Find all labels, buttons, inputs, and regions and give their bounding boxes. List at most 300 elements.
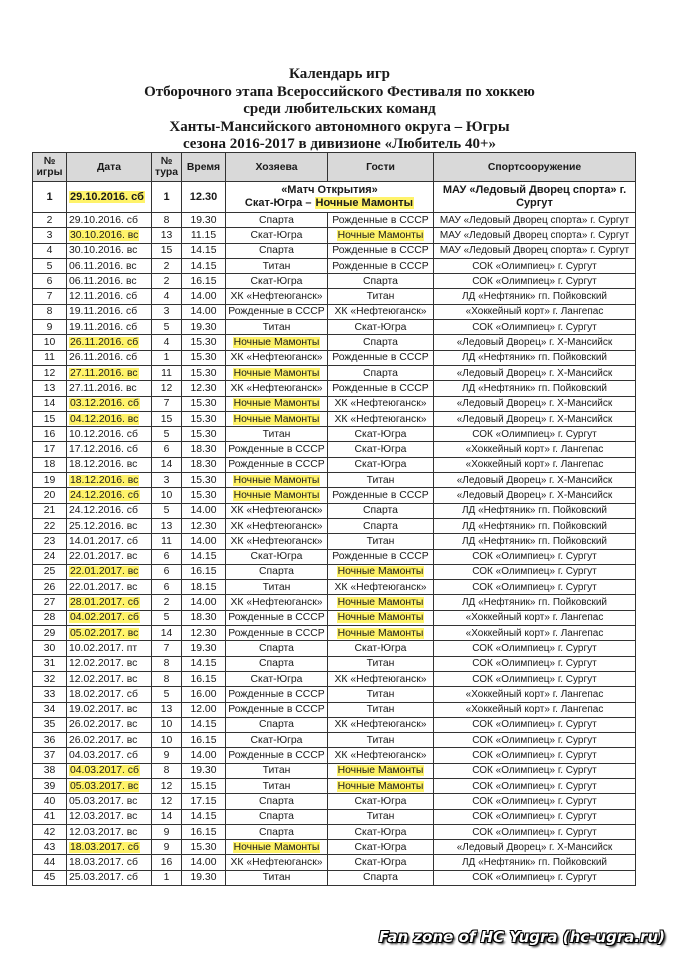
date-highlight: 04.03.2017. сб bbox=[70, 765, 139, 777]
date-highlight: 05.02.2017. вс bbox=[70, 627, 139, 639]
cell-date: 26.11.2016. сб bbox=[67, 350, 152, 365]
cell-arena: «Хоккейный корт» г. Лангепас bbox=[434, 442, 636, 457]
cell-tour: 10 bbox=[152, 488, 182, 503]
team-highlight: Ночные Мамонты bbox=[233, 398, 320, 410]
cell-arena: «Хоккейный корт» г. Лангепас bbox=[434, 626, 636, 641]
cell-arena: ЛД «Нефтяник» гп. Пойковский bbox=[434, 855, 636, 870]
cell-game-number: 21 bbox=[33, 503, 67, 518]
cell-home: Титан bbox=[226, 778, 328, 793]
cell-home: Рожденные в СССР bbox=[226, 610, 328, 625]
cell-guest: Рожденные в СССР bbox=[328, 350, 434, 365]
cell-home bbox=[226, 335, 328, 350]
cell-tour: 10 bbox=[152, 717, 182, 732]
cell-guest: Рожденные в СССР bbox=[328, 243, 434, 258]
table-row bbox=[33, 595, 636, 610]
date-highlight: 26.11.2016. сб bbox=[70, 337, 139, 349]
cell-game-number: 15 bbox=[33, 411, 67, 426]
date-highlight: 18.03.2017. сб bbox=[70, 841, 139, 853]
cell-arena: СОК «Олимпиец» г. Сургут bbox=[434, 427, 636, 442]
cell-guest: Титан bbox=[328, 656, 434, 671]
cell-arena: СОК «Олимпиец» г. Сургут bbox=[434, 656, 636, 671]
cell-time: 15.30 bbox=[182, 488, 226, 503]
cell-date: 27.11.2016. вс bbox=[67, 381, 152, 396]
cell-home: Рожденные в СССР bbox=[226, 687, 328, 702]
cell-tour: 10 bbox=[152, 733, 182, 748]
date-highlight: 22.01.2017. вс bbox=[70, 566, 139, 578]
cell-guest: Рожденные в СССР bbox=[328, 549, 434, 564]
cell-arena: СОК «Олимпиец» г. Сургут bbox=[434, 564, 636, 579]
cell-guest: Скат-Югра bbox=[328, 855, 434, 870]
header-game-number: № игры bbox=[33, 153, 67, 182]
cell-home: ХК «Нефтеюганск» bbox=[226, 503, 328, 518]
cell-tour: 15 bbox=[152, 411, 182, 426]
table-row bbox=[33, 442, 636, 457]
cell-game-number: 42 bbox=[33, 824, 67, 839]
guest-team: Ночные Мамонты bbox=[315, 197, 414, 209]
cell-arena: СОК «Олимпиец» г. Сургут bbox=[434, 733, 636, 748]
team-highlight: Ночные Мамонты bbox=[337, 597, 424, 609]
cell-guest bbox=[328, 228, 434, 243]
cell-arena: СОК «Олимпиец» г. Сургут bbox=[434, 824, 636, 839]
cell-guest: Титан bbox=[328, 687, 434, 702]
cell-time: 16.15 bbox=[182, 824, 226, 839]
cell-tour: 14 bbox=[152, 626, 182, 641]
team-highlight: Ночные Мамонты bbox=[337, 229, 424, 241]
cell-home bbox=[226, 396, 328, 411]
table-row bbox=[33, 427, 636, 442]
cell-date: 26.02.2017. вс bbox=[67, 733, 152, 748]
cell-game-number: 37 bbox=[33, 748, 67, 763]
cell-home: ХК «Нефтеюганск» bbox=[226, 518, 328, 533]
cell-tour: 8 bbox=[152, 656, 182, 671]
table-row bbox=[33, 534, 636, 549]
cell-guest bbox=[328, 595, 434, 610]
cell-tour: 14 bbox=[152, 809, 182, 824]
cell-tour: 14 bbox=[152, 457, 182, 472]
table-row bbox=[33, 687, 636, 702]
cell-game-number: 19 bbox=[33, 473, 67, 488]
cell-time: 15.30 bbox=[182, 840, 226, 855]
cell-time: 19.30 bbox=[182, 870, 226, 885]
team-highlight: Ночные Мамонты bbox=[233, 337, 320, 349]
cell-time: 14.15 bbox=[182, 809, 226, 824]
cell-home: Титан bbox=[226, 580, 328, 595]
cell-date: 12.02.2017. вс bbox=[67, 671, 152, 686]
table-row bbox=[33, 748, 636, 763]
opening-match-label: «Матч Открытия» bbox=[281, 184, 378, 196]
table-row bbox=[33, 258, 636, 273]
cell-game-number: 36 bbox=[33, 733, 67, 748]
date-highlight: 28.01.2017. сб bbox=[70, 597, 139, 609]
cell-date: 12.03.2017. вс bbox=[67, 824, 152, 839]
cell-home: ХК «Нефтеюганск» bbox=[226, 855, 328, 870]
cell-time: 14.00 bbox=[182, 748, 226, 763]
cell-time: 18.30 bbox=[182, 442, 226, 457]
cell-date: 24.12.2016. сб bbox=[67, 503, 152, 518]
cell-date: 05.03.2017. вс bbox=[67, 794, 152, 809]
cell-date bbox=[67, 626, 152, 641]
cell-tour: 1 bbox=[152, 182, 182, 213]
cell-date: 19.11.2016. сб bbox=[67, 320, 152, 335]
table-row bbox=[33, 794, 636, 809]
cell-game-number: 33 bbox=[33, 687, 67, 702]
table-row bbox=[33, 641, 636, 656]
cell-arena: СОК «Олимпиец» г. Сургут bbox=[434, 794, 636, 809]
table-row bbox=[33, 289, 636, 304]
cell-date: 22.01.2017. вс bbox=[67, 549, 152, 564]
cell-home: Спарта bbox=[226, 824, 328, 839]
cell-game-number: 4 bbox=[33, 243, 67, 258]
table-row bbox=[33, 243, 636, 258]
cell-guest: ХК «Нефтеюганск» bbox=[328, 304, 434, 319]
cell-tour: 12 bbox=[152, 381, 182, 396]
cell-guest: Рожденные в СССР bbox=[328, 258, 434, 273]
cell-date: 18.02.2017. сб bbox=[67, 687, 152, 702]
team-highlight: Ночные Мамонты bbox=[233, 413, 320, 425]
table-row bbox=[33, 488, 636, 503]
cell-arena: ЛД «Нефтяник» гп. Пойковский bbox=[434, 289, 636, 304]
cell-game-number: 25 bbox=[33, 564, 67, 579]
table-row bbox=[33, 870, 636, 885]
cell-time: 19.30 bbox=[182, 320, 226, 335]
cell-time: 16.15 bbox=[182, 274, 226, 289]
cell-time: 14.15 bbox=[182, 549, 226, 564]
cell-home: Скат-Югра bbox=[226, 671, 328, 686]
cell-arena: МАУ «Ледовый Дворец спорта» г. Сургут bbox=[434, 228, 636, 243]
cell-guest: Титан bbox=[328, 289, 434, 304]
table-row bbox=[33, 457, 636, 472]
cell-game-number: 10 bbox=[33, 335, 67, 350]
cell-time: 15.30 bbox=[182, 335, 226, 350]
cell-home bbox=[226, 365, 328, 380]
table-row bbox=[33, 274, 636, 289]
cell-arena: ЛД «Нефтяник» гп. Пойковский bbox=[434, 518, 636, 533]
table-row bbox=[33, 610, 636, 625]
cell-home bbox=[226, 488, 328, 503]
table-row bbox=[33, 656, 636, 671]
cell-date: 25.03.2017. сб bbox=[67, 870, 152, 885]
team-highlight: Ночные Мамонты bbox=[233, 474, 320, 486]
cell-time: 19.30 bbox=[182, 213, 226, 228]
cell-tour: 15 bbox=[152, 243, 182, 258]
cell-home: Спарта bbox=[226, 809, 328, 824]
cell-home: Спарта bbox=[226, 656, 328, 671]
cell-game-number: 8 bbox=[33, 304, 67, 319]
cell-guest: Титан bbox=[328, 473, 434, 488]
cell-home: Скат-Югра bbox=[226, 228, 328, 243]
team-highlight: Ночные Мамонты bbox=[337, 566, 424, 578]
title-line: сезона 2016-2017 в дивизионе «Любитель 40+» bbox=[182, 136, 497, 152]
cell-guest: ХК «Нефтеюганск» bbox=[328, 411, 434, 426]
cell-home: ХК «Нефтеюганск» bbox=[226, 534, 328, 549]
cell-home: Спарта bbox=[226, 564, 328, 579]
cell-date: 29.10.2016. сб bbox=[67, 213, 152, 228]
cell-time: 15.15 bbox=[182, 778, 226, 793]
cell-arena: «Ледовый Дворец» г. Х-Мансийск bbox=[434, 396, 636, 411]
header-arena: Спортсооружение bbox=[434, 153, 636, 182]
cell-time: 15.30 bbox=[182, 350, 226, 365]
date-highlight: 03.12.2016. сб bbox=[70, 398, 139, 410]
cell-game-number: 32 bbox=[33, 671, 67, 686]
table-row bbox=[33, 733, 636, 748]
date-highlight: 30.10.2016. вс bbox=[70, 229, 139, 241]
cell-game-number: 22 bbox=[33, 518, 67, 533]
cell-date bbox=[67, 763, 152, 778]
title-line: среди любительских команд bbox=[243, 101, 436, 117]
cell-date: 26.02.2017. вс bbox=[67, 717, 152, 732]
header-home: Хозяева bbox=[226, 153, 328, 182]
cell-time: 18.30 bbox=[182, 610, 226, 625]
cell-guest: Скат-Югра bbox=[328, 794, 434, 809]
cell-date bbox=[67, 396, 152, 411]
cell-tour: 1 bbox=[152, 350, 182, 365]
cell-arena: СОК «Олимпиец» г. Сургут bbox=[434, 258, 636, 273]
cell-time: 16.00 bbox=[182, 687, 226, 702]
cell-date: 06.11.2016. вс bbox=[67, 258, 152, 273]
cell-game-number: 45 bbox=[33, 870, 67, 885]
cell-time: 11.15 bbox=[182, 228, 226, 243]
cell-home bbox=[226, 840, 328, 855]
cell-arena: «Ледовый Дворец» г. Х-Мансийск bbox=[434, 488, 636, 503]
date-highlight: 18.12.2016. вс bbox=[70, 474, 139, 486]
cell-arena: СОК «Олимпиец» г. Сургут bbox=[434, 549, 636, 564]
table-row bbox=[33, 580, 636, 595]
team-highlight: Ночные Мамонты bbox=[337, 612, 424, 624]
cell-time: 14.15 bbox=[182, 258, 226, 273]
cell-guest: Скат-Югра bbox=[328, 824, 434, 839]
cell-game-number: 27 bbox=[33, 595, 67, 610]
team-highlight: Ночные Мамонты bbox=[233, 367, 320, 379]
table-row bbox=[33, 228, 636, 243]
cell-time: 14.15 bbox=[182, 717, 226, 732]
table-row bbox=[33, 365, 636, 380]
cell-time: 14.00 bbox=[182, 289, 226, 304]
cell-time: 16.15 bbox=[182, 564, 226, 579]
cell-guest: Рожденные в СССР bbox=[328, 488, 434, 503]
table-row bbox=[33, 396, 636, 411]
cell-date bbox=[67, 595, 152, 610]
cell-arena: СОК «Олимпиец» г. Сургут bbox=[434, 870, 636, 885]
cell-arena: «Хоккейный корт» г. Лангепас bbox=[434, 304, 636, 319]
cell-guest: Спарта bbox=[328, 365, 434, 380]
date-highlight: 04.02.2017. сб bbox=[70, 612, 139, 624]
cell-date: 30.10.2016. вс bbox=[67, 243, 152, 258]
cell-tour: 2 bbox=[152, 595, 182, 610]
cell-guest bbox=[328, 763, 434, 778]
cell-tour: 3 bbox=[152, 304, 182, 319]
cell-arena: СОК «Олимпиец» г. Сургут bbox=[434, 748, 636, 763]
cell-arena: СОК «Олимпиец» г. Сургут bbox=[434, 671, 636, 686]
cell-time: 15.30 bbox=[182, 411, 226, 426]
cell-date bbox=[67, 365, 152, 380]
table-row bbox=[33, 717, 636, 732]
cell-home: Титан bbox=[226, 763, 328, 778]
cell-date bbox=[67, 778, 152, 793]
cell-game-number: 24 bbox=[33, 549, 67, 564]
cell-tour: 16 bbox=[152, 855, 182, 870]
cell-date bbox=[67, 182, 152, 213]
cell-time: 18.30 bbox=[182, 457, 226, 472]
cell-game-number: 3 bbox=[33, 228, 67, 243]
cell-home: Рожденные в СССР bbox=[226, 304, 328, 319]
cell-time: 16.15 bbox=[182, 733, 226, 748]
cell-time: 14.00 bbox=[182, 304, 226, 319]
table-row bbox=[33, 518, 636, 533]
cell-game-number: 2 bbox=[33, 213, 67, 228]
cell-home: ХК «Нефтеюганск» bbox=[226, 595, 328, 610]
cell-game-number: 5 bbox=[33, 258, 67, 273]
cell-time: 12.30 bbox=[182, 626, 226, 641]
table-row bbox=[33, 778, 636, 793]
cell-game-number: 20 bbox=[33, 488, 67, 503]
team-highlight: Ночные Мамонты bbox=[337, 765, 424, 777]
header-date: Дата bbox=[67, 153, 152, 182]
cell-game-number: 12 bbox=[33, 365, 67, 380]
cell-tour: 8 bbox=[152, 763, 182, 778]
cell-arena: МАУ «Ледовый Дворец спорта» г. Сургут bbox=[434, 182, 636, 213]
cell-date: 12.11.2016. сб bbox=[67, 289, 152, 304]
table-row bbox=[33, 549, 636, 564]
cell-home: Рожденные в СССР bbox=[226, 748, 328, 763]
cell-game-number: 40 bbox=[33, 794, 67, 809]
cell-date: 14.01.2017. сб bbox=[67, 534, 152, 549]
cell-game-number: 23 bbox=[33, 534, 67, 549]
cell-tour: 5 bbox=[152, 320, 182, 335]
teams-separator: – bbox=[302, 197, 315, 209]
cell-arena: СОК «Олимпиец» г. Сургут bbox=[434, 809, 636, 824]
cell-arena: ЛД «Нефтяник» гп. Пойковский bbox=[434, 595, 636, 610]
cell-time: 19.30 bbox=[182, 641, 226, 656]
cell-guest: ХК «Нефтеюганск» bbox=[328, 580, 434, 595]
cell-date: 06.11.2016. вс bbox=[67, 274, 152, 289]
cell-time: 12.30 bbox=[182, 518, 226, 533]
cell-game-number: 26 bbox=[33, 580, 67, 595]
cell-date: 17.12.2016. сб bbox=[67, 442, 152, 457]
cell-arena: ЛД «Нефтяник» гп. Пойковский bbox=[434, 350, 636, 365]
cell-date: 22.01.2017. вс bbox=[67, 580, 152, 595]
cell-time: 14.00 bbox=[182, 855, 226, 870]
cell-game-number: 18 bbox=[33, 457, 67, 472]
table-row bbox=[33, 840, 636, 855]
cell-guest: ХК «Нефтеюганск» bbox=[328, 671, 434, 686]
cell-guest: Скат-Югра bbox=[328, 427, 434, 442]
cell-arena: СОК «Олимпиец» г. Сургут bbox=[434, 580, 636, 595]
table-row bbox=[33, 702, 636, 717]
date-highlight: 04.12.2016. вс bbox=[70, 413, 139, 425]
cell-game-number: 39 bbox=[33, 778, 67, 793]
cell-home: Спарта bbox=[226, 213, 328, 228]
cell-time: 17.15 bbox=[182, 794, 226, 809]
cell-game-number: 35 bbox=[33, 717, 67, 732]
cell-home: Спарта bbox=[226, 717, 328, 732]
cell-game-number: 6 bbox=[33, 274, 67, 289]
cell-guest bbox=[328, 610, 434, 625]
cell-date: 18.12.2016. вс bbox=[67, 457, 152, 472]
cell-arena: СОК «Олимпиец» г. Сургут bbox=[434, 274, 636, 289]
cell-time: 14.00 bbox=[182, 503, 226, 518]
cell-game-number: 28 bbox=[33, 610, 67, 625]
cell-date: 18.03.2017. сб bbox=[67, 855, 152, 870]
cell-home: Спарта bbox=[226, 243, 328, 258]
cell-date bbox=[67, 564, 152, 579]
table-row bbox=[33, 855, 636, 870]
cell-tour: 2 bbox=[152, 274, 182, 289]
cell-date: 12.02.2017. вс bbox=[67, 656, 152, 671]
cell-date bbox=[67, 228, 152, 243]
cell-arena: МАУ «Ледовый Дворец спорта» г. Сургут bbox=[434, 213, 636, 228]
cell-arena: «Ледовый Дворец» г. Х-Мансийск bbox=[434, 365, 636, 380]
cell-date bbox=[67, 488, 152, 503]
cell-home: Рожденные в СССР bbox=[226, 702, 328, 717]
cell-time: 16.15 bbox=[182, 671, 226, 686]
table-row bbox=[33, 213, 636, 228]
cell-guest: Спарта bbox=[328, 335, 434, 350]
table-row bbox=[33, 304, 636, 319]
cell-home bbox=[226, 411, 328, 426]
cell-time: 15.30 bbox=[182, 473, 226, 488]
table-row bbox=[33, 335, 636, 350]
cell-arena: СОК «Олимпиец» г. Сургут bbox=[434, 717, 636, 732]
team-highlight: Ночные Мамонты bbox=[233, 489, 320, 501]
cell-arena: ЛД «Нефтяник» гп. Пойковский bbox=[434, 534, 636, 549]
cell-guest: Рожденные в СССР bbox=[328, 381, 434, 396]
cell-time: 15.30 bbox=[182, 427, 226, 442]
cell-game-number: 9 bbox=[33, 320, 67, 335]
cell-guest: Спарта bbox=[328, 274, 434, 289]
cell-guest bbox=[328, 564, 434, 579]
cell-arena: МАУ «Ледовый Дворец спорта» г. Сургут bbox=[434, 243, 636, 258]
cell-date: 10.12.2016. сб bbox=[67, 427, 152, 442]
cell-tour: 3 bbox=[152, 473, 182, 488]
opening-match-teams bbox=[228, 197, 431, 210]
cell-home: Скат-Югра bbox=[226, 733, 328, 748]
cell-guest: Титан bbox=[328, 733, 434, 748]
cell-arena: ЛД «Нефтяник» гп. Пойковский bbox=[434, 503, 636, 518]
cell-home: Скат-Югра bbox=[226, 549, 328, 564]
cell-tour: 6 bbox=[152, 549, 182, 564]
cell-game-number: 30 bbox=[33, 641, 67, 656]
cell-home: Титан bbox=[226, 427, 328, 442]
cell-arena: «Ледовый Дворец» г. Х-Мансийск bbox=[434, 335, 636, 350]
date-highlight: 29.10.2016. сб bbox=[70, 190, 144, 203]
cell-time: 14.15 bbox=[182, 243, 226, 258]
cell-game-number: 34 bbox=[33, 702, 67, 717]
cell-guest: Титан bbox=[328, 809, 434, 824]
cell-home: Спарта bbox=[226, 641, 328, 656]
cell-tour: 4 bbox=[152, 289, 182, 304]
cell-home: ХК «Нефтеюганск» bbox=[226, 289, 328, 304]
cell-time: 12.30 bbox=[182, 182, 226, 213]
cell-guest: Спарта bbox=[328, 870, 434, 885]
cell-guest: Спарта bbox=[328, 503, 434, 518]
cell-game-number: 11 bbox=[33, 350, 67, 365]
cell-date: 19.02.2017. вс bbox=[67, 702, 152, 717]
title-line: Календарь игр bbox=[289, 66, 390, 82]
cell-game-number: 17 bbox=[33, 442, 67, 457]
cell-home: Рожденные в СССР bbox=[226, 626, 328, 641]
cell-date bbox=[67, 840, 152, 855]
cell-date: 19.11.2016. сб bbox=[67, 304, 152, 319]
date-highlight: 24.12.2016. сб bbox=[70, 489, 139, 501]
cell-arena: ЛД «Нефтяник» гп. Пойковский bbox=[434, 381, 636, 396]
cell-arena: «Ледовый Дворец» г. Х-Мансийск bbox=[434, 473, 636, 488]
cell-tour: 11 bbox=[152, 534, 182, 549]
date-highlight: 27.11.2016. вс bbox=[70, 367, 138, 379]
cell-time: 15.30 bbox=[182, 365, 226, 380]
cell-home: Спарта bbox=[226, 794, 328, 809]
cell-arena: «Ледовый Дворец» г. Х-Мансийск bbox=[434, 840, 636, 855]
cell-opening-match bbox=[226, 182, 434, 213]
